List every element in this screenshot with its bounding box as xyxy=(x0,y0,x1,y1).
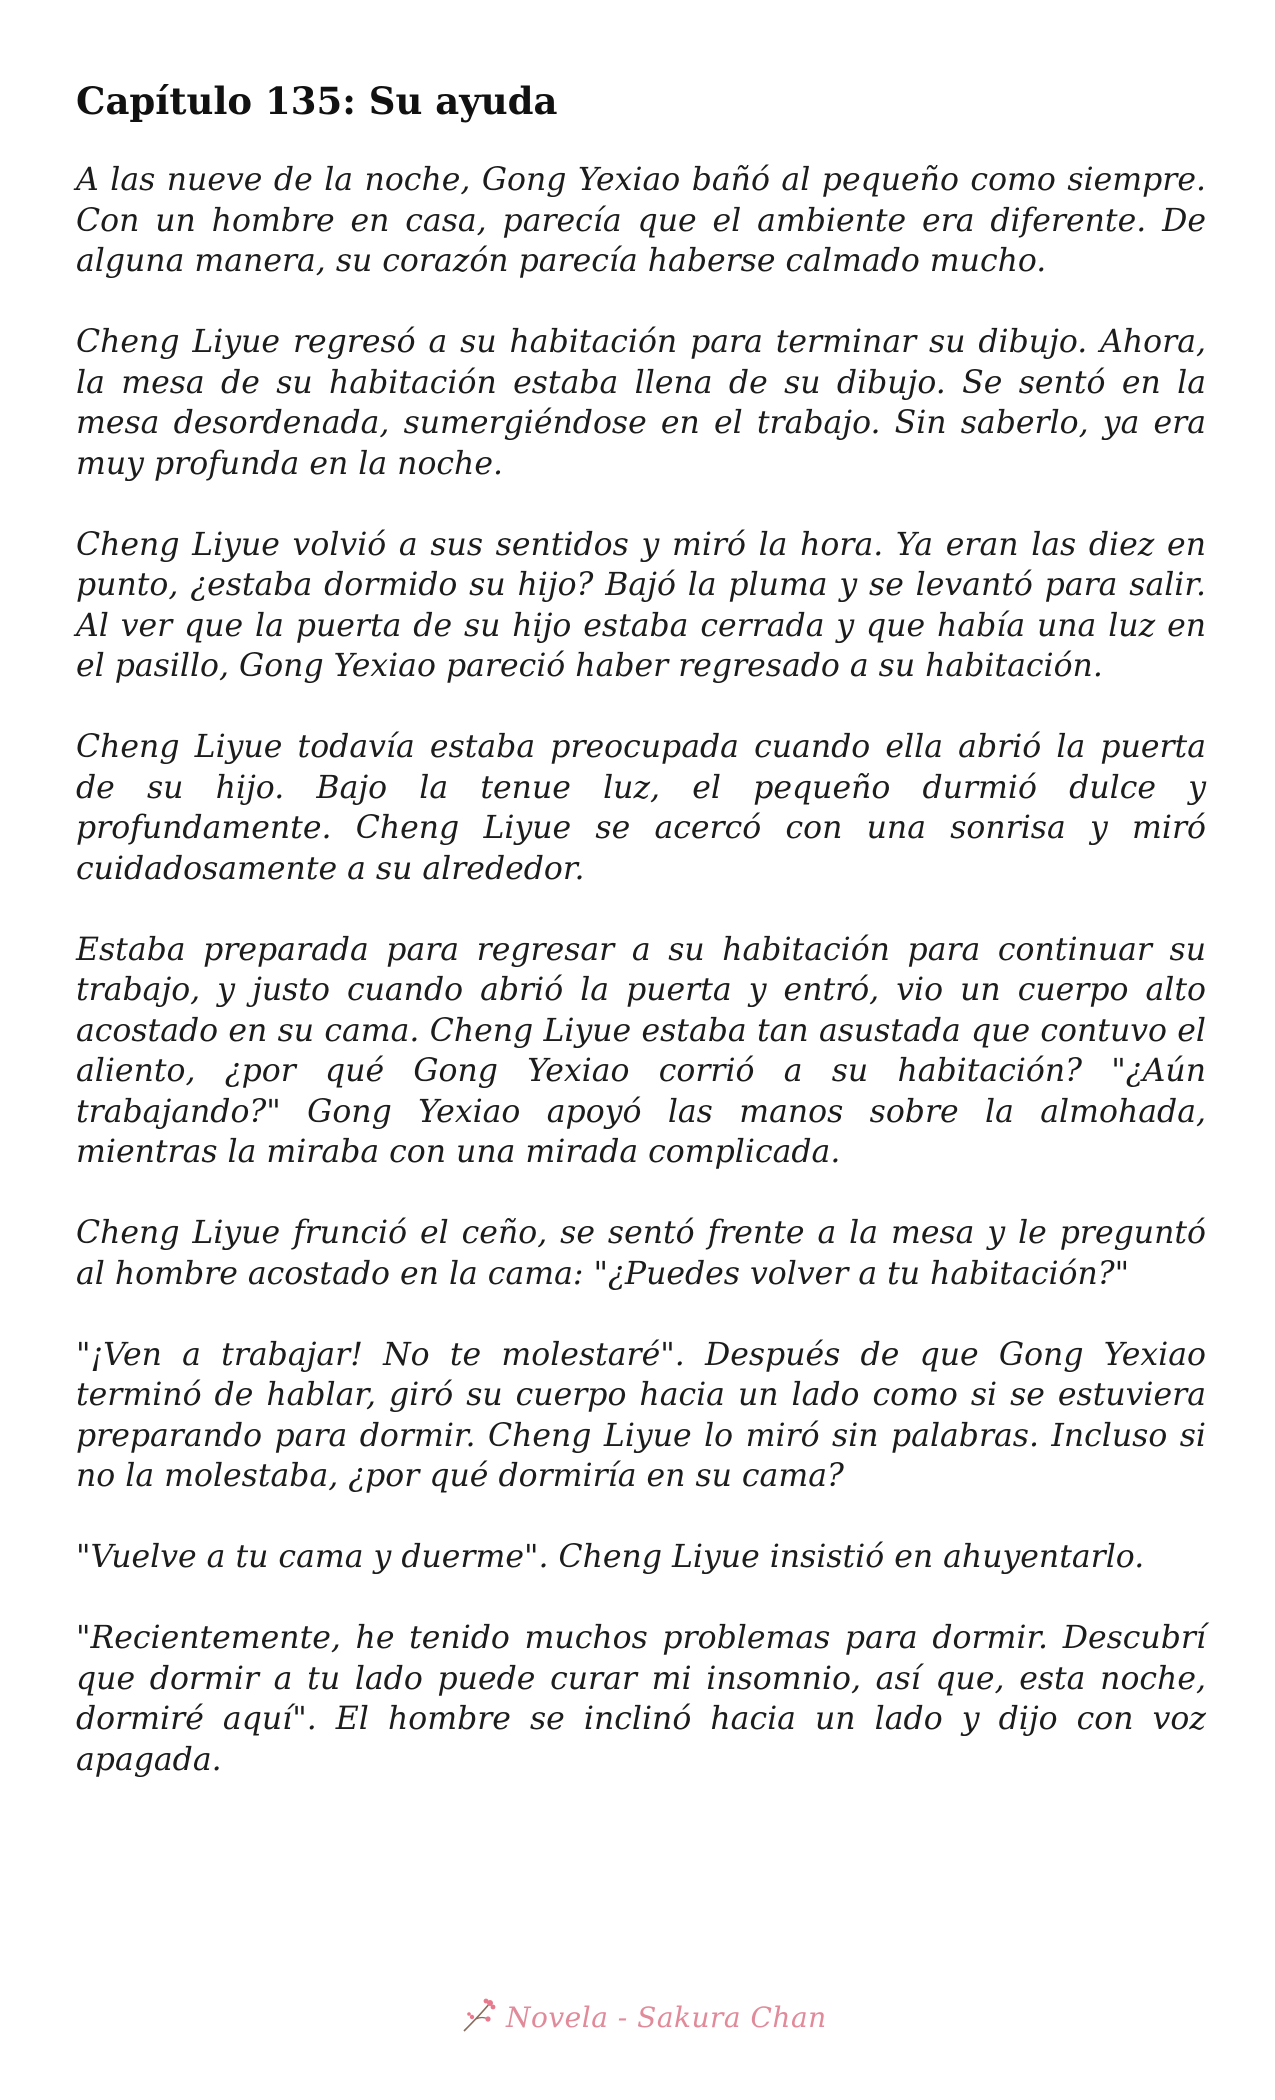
chapter-title: Capítulo 135: Su ayuda xyxy=(76,79,558,123)
paragraph: "¡Ven a trabajar! No te molestaré". Después de que Gong Yexiao terminó de hablar, giró su cuerpo hacia un lado como si se estuviera preparando para dormir. Cheng Liyue lo miró sin palabras. Incluso si no la molestaba, ¿por qué dormiría en su cama? xyxy=(76,1336,1206,1494)
paragraph: Cheng Liyue regresó a su habitación para terminar su dibujo. Ahora, la mesa de su habitación estaba llena de su dibujo. Se sentó en la mesa desordenada, sumergiéndose en el trabajo. Sin saberlo, ya era muy profunda en la noche. xyxy=(76,324,1206,482)
watermark xyxy=(460,1993,827,2041)
paragraph: "Recientemente, he tenido muchos problemas para dormir. Descubrí que dormir a tu lado puede curar mi insomnio, así que, esta noche, dormiré aquí". El hombre se inclinó hacia un lado y dijo con voz apagada. xyxy=(76,1620,1206,1778)
paragraph: Cheng Liyue volvió a sus sentidos y miró la hora. Ya eran las diez en punto, ¿estaba dormido su hijo? Bajó la pluma y se levantó para salir. Al ver que la puerta de su hijo estaba cerrada y que había una luz en el pasillo, Gong Yexiao pareció haber regresado a su habitación. xyxy=(76,526,1206,684)
chapter-page xyxy=(76,68,1206,1821)
watermark-text: Novela - Sakura Chan xyxy=(506,2000,827,2034)
paragraph: Cheng Liyue todavía estaba preocupada cuando ella abrió la puerta de su hijo. Bajo la tenue luz, el pequeño durmió dulce y profundamente. Cheng Liyue se acercó con una sonrisa y miró cuidadosamente a su alrededor. xyxy=(76,729,1206,887)
sakura-branch-icon xyxy=(460,1995,500,2039)
paragraph: A las nueve de la noche, Gong Yexiao bañó al pequeño como siempre. Con un hombre en casa, parecía que el ambiente era diferente. De alguna manera, su corazón parecía haberse calmado mucho. xyxy=(76,162,1206,279)
paragraph: Estaba preparada para regresar a su habitación para continuar su trabajo, y justo cuando abrió la puerta y entró, vio un cuerpo alto acostado en su cama. Cheng Liyue estaba tan asustada que contuvo el aliento, ¿por qué Gong Yexiao corrió a su habitación? "¿Aún trabajando?" Gong Yexiao apoyó las manos sobre la almohada, mientras la miraba con una mirada complicada. xyxy=(76,931,1206,1170)
paragraph: "Vuelve a tu cama y duerme". Cheng Liyue insistió en ahuyentarlo. xyxy=(76,1539,1145,1575)
paragraph: Cheng Liyue frunció el ceño, se sentó frente a la mesa y le preguntó al hombre acostado en la cama: "¿Puedes volver a tu habitación?" xyxy=(76,1215,1206,1292)
